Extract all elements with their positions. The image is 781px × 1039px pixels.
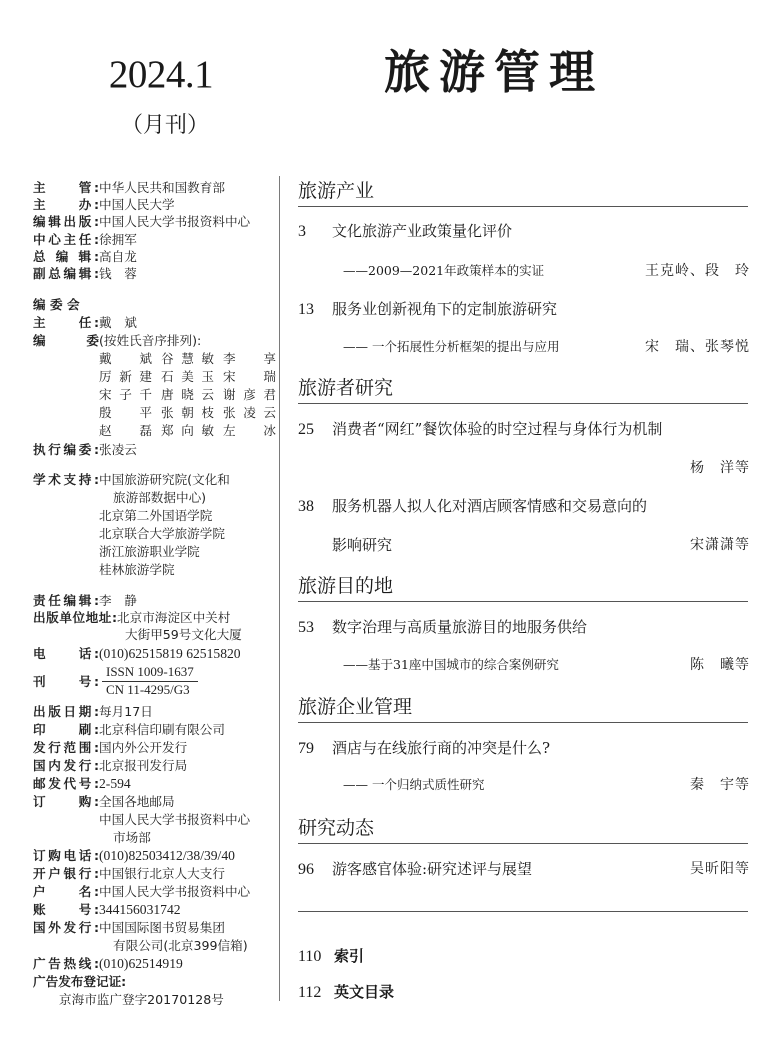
entry-page: 96	[298, 861, 314, 878]
masthead-host: 主 办:中国人民大学	[33, 197, 175, 212]
academic-support-line: 浙江旅游职业学院	[99, 544, 200, 559]
masthead	[33, 176, 283, 1007]
section-heading: 研究动态	[298, 813, 748, 844]
english-toc-page: 112	[298, 984, 322, 1001]
table-of-contents	[298, 172, 750, 1012]
committee-member: 赵 磊	[99, 423, 152, 438]
order-line: 中国人民大学书报资料中心	[99, 812, 251, 827]
committee-member: 谷慧敏	[161, 351, 214, 366]
academic-support-line: 旅游部数据中心)	[113, 490, 207, 505]
journal-title: 旅游管理	[384, 45, 604, 99]
toc-entry[interactable]	[298, 858, 748, 879]
entry-author: 宋潇潇等	[690, 537, 750, 553]
entry-author: 陈 曦等	[690, 657, 750, 673]
entry-subtitle: ——基于31座中国城市的综合案例研究	[343, 657, 559, 672]
committee-member: 郑向敏	[161, 423, 214, 438]
toc-entry[interactable]	[298, 495, 748, 516]
committee-member: 殷 平	[99, 405, 152, 420]
entry-author: 吴昕阳等	[690, 861, 750, 877]
pub-date: 出版日期:每月17日	[33, 704, 153, 719]
index-entry[interactable]	[298, 945, 364, 966]
cn-number: CN 11-4295/G3	[106, 682, 190, 697]
entry-author: 王克岭、段 玲	[645, 263, 750, 279]
section-heading: 旅游者研究	[298, 373, 748, 404]
section-heading: 旅游目的地	[298, 571, 748, 602]
entry-title: 服务机器人拟人化对酒店顾客情感和交易意向的	[332, 497, 648, 515]
committee-member: 谢彦君	[223, 387, 276, 402]
toc-entry[interactable]	[298, 418, 748, 439]
executive-editor: 执行编委:张凌云	[33, 442, 137, 457]
masthead-publisher: 编辑出版:中国人民大学书报资料中心	[33, 214, 251, 229]
serial-number	[102, 664, 198, 698]
committee-member: 李 享	[223, 351, 276, 366]
masthead-editor-in-chief: 总 编 辑:高自龙	[33, 249, 137, 264]
overseas-distribution: 国外发行:中国国际图书贸易集团	[33, 920, 225, 935]
masthead-deputy-editor: 副总编辑:钱 蓉	[33, 266, 137, 281]
entry-title: 酒店与在线旅行商的冲突是什么?	[332, 739, 551, 757]
section-heading: 旅游产业	[298, 176, 748, 207]
entry-author: 秦 宇等	[690, 777, 750, 793]
index-page: 110	[298, 948, 322, 965]
committee-chair: 主 任:戴 斌	[33, 315, 137, 330]
account-number: 账 号:344156031742	[33, 902, 181, 917]
english-toc-entry[interactable]	[298, 981, 394, 1002]
academic-support-line: 北京第二外国语学院	[99, 508, 213, 523]
ad-registration-label: 广告发布登记证:	[33, 974, 127, 989]
entry-page: 3	[298, 223, 306, 240]
ad-hotline: 广告热线:(010)62514919	[33, 956, 183, 971]
ad-registration: 京海市监广登字20170128号	[59, 992, 224, 1007]
toc-entry[interactable]	[298, 298, 748, 319]
toc-entry[interactable]	[298, 737, 748, 758]
overseas-distribution-line: 有限公司(北京399信箱)	[113, 938, 248, 953]
order: 订 购:全国各地邮局	[33, 794, 175, 809]
entry-page: 38	[298, 498, 314, 515]
committee-member: 厉新建	[99, 369, 152, 384]
entry-title: 文化旅游产业政策量化评价	[332, 222, 513, 240]
entry-subtitle: ——2009—2021年政策样本的实证	[343, 263, 545, 278]
publisher-address: 出版单位地址:北京市海淀区中关村	[33, 610, 231, 625]
issn: ISSN 1009-1637	[102, 664, 198, 682]
committee-member: 唐晓云	[161, 387, 214, 402]
committee-member: 宋子千	[99, 387, 152, 402]
domestic-distribution: 国内发行:北京报刊发行局	[33, 758, 188, 773]
entry-subtitle: —— 一个归纳式质性研究	[343, 777, 485, 792]
committee-member: 张凌云	[223, 405, 276, 420]
academic-support-line: 北京联合大学旅游学院	[99, 526, 225, 541]
committee-member: 左 冰	[223, 423, 276, 438]
entry-page: 13	[298, 301, 314, 318]
toc-end-rule	[298, 911, 748, 912]
publisher-address-line: 大街甲59号文化大厦	[125, 627, 242, 642]
publication-frequency: （月刊）	[120, 113, 209, 138]
entry-author: 宋 瑞、张琴悦	[645, 339, 750, 355]
serial-number-label: 刊 号:	[33, 674, 99, 689]
masthead-sponsor: 主 管:中华人民共和国教育部	[33, 180, 225, 195]
printer: 印 刷:北京科信印刷有限公司	[33, 722, 225, 737]
entry-page: 53	[298, 619, 314, 636]
entry-author: 杨 洋等	[690, 460, 750, 476]
committee-member: 宋 瑞	[223, 369, 276, 384]
entry-title-continuation: 影响研究	[332, 536, 393, 554]
postal-code: 邮发代号:2-594	[33, 776, 131, 791]
account-name: 户 名:中国人民大学书报资料中心	[33, 884, 251, 899]
order-line: 市场部	[113, 830, 151, 845]
phone: 电 话:(010)62515819 62515820	[33, 646, 241, 661]
entry-subtitle: —— 一个拓展性分析框架的提出与应用	[343, 339, 560, 354]
english-toc-label: 英文目录	[334, 983, 395, 1001]
entry-title: 服务业创新视角下的定制旅游研究	[332, 300, 558, 318]
entry-title: 消费者“网红”餐饮体验的时空过程与身体行为机制	[332, 420, 663, 438]
bank: 开户银行:中国银行北京人大支行	[33, 866, 225, 881]
committee-members-label: 编 委(按姓氏音序排列):	[33, 333, 202, 348]
committee-member: 张朝枝	[161, 405, 214, 420]
academic-support-line: 桂林旅游学院	[99, 562, 175, 577]
order-phone: 订购电话:(010)82503412/38/39/40	[33, 848, 235, 863]
distribution-scope: 发行范围:国内外公开发行	[33, 740, 188, 755]
masthead-director: 中心主任:徐拥军	[33, 232, 137, 247]
academic-support: 学术支持:中国旅游研究院(文化和	[33, 472, 230, 487]
committee-member: 戴 斌	[99, 351, 152, 366]
section-heading: 旅游企业管理	[298, 692, 748, 723]
issue-number: 2024.1	[108, 53, 214, 96]
index-label: 索引	[334, 947, 365, 965]
column-divider	[279, 176, 280, 1001]
entry-page: 79	[298, 740, 314, 757]
responsible-editor: 责任编辑:李 静	[33, 593, 137, 608]
committee-heading: 编 委 会	[33, 297, 80, 312]
entry-title: 数字治理与高质量旅游目的地服务供给	[332, 618, 588, 636]
toc-entry[interactable]	[298, 616, 748, 637]
toc-entry[interactable]	[298, 220, 748, 241]
committee-member: 石美玉	[161, 369, 214, 384]
entry-page: 25	[298, 421, 314, 438]
entry-title: 游客感官体验:研究述评与展望	[332, 860, 533, 878]
